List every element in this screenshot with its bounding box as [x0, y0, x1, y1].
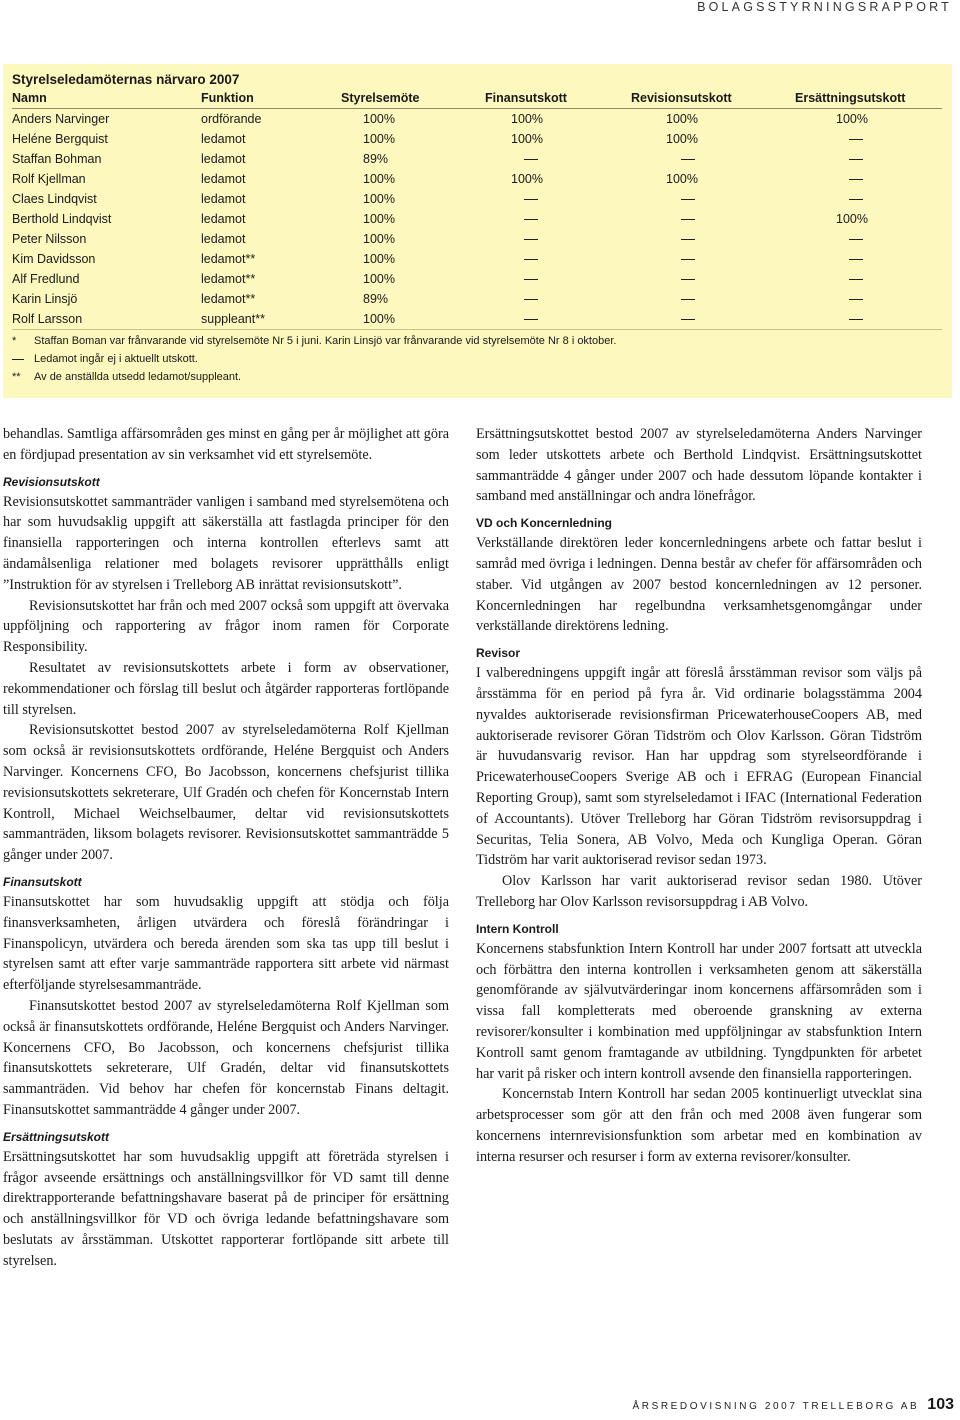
- member-name: Anders Narvinger: [12, 112, 110, 126]
- dash-mark: [681, 259, 695, 260]
- section-heading: Revisor: [476, 646, 521, 661]
- member-name: Alf Fredlund: [12, 272, 80, 286]
- dash-mark: [524, 319, 538, 320]
- attendance-value: 100%: [511, 132, 543, 146]
- dash-mark: [681, 279, 695, 280]
- member-name: Heléne Bergquist: [12, 132, 108, 146]
- body-paragraph: Ersättningsutskottet har som huvudsaklig uppgift att företräda styrelsen i frågor avseende ersättnings och anställningsvillkor för VD samt till denne direktrapporterande befattningshavare baserat på de principer för ersättning och anställningsvillkor för VD och övriga ledande befattningshavare som beslutats av årsstämman. Utskottet rapporterar fortlöpande sitt arbete till styrelsen.: [3, 1148, 449, 1269]
- dash-cell: [524, 211, 538, 227]
- page-number: 103: [927, 1396, 954, 1413]
- body-paragraph: Finansutskottet har som huvudsaklig uppgift att stödja och följa finansverksamheten, årligen utvärdera och föreslå förändringar i Finanspolicyn, utvärdera och bereda ärenden som ska tas upp till beslut i styrelsen samt att efter varje sammanträde rapportera sitt arbete vid närmast efterföljande styrelsesammanträde.: [3, 893, 449, 994]
- table-title: Styrelseledamöternas närvaro 2007: [12, 72, 240, 87]
- footnote-1: * Staffan Boman var frånvarande vid styrelsemöte Nr 5 i juni. Karin Linsjö var frånvarande vid styrelsemöte Nr 8 i oktober.: [12, 335, 617, 347]
- dash-mark: [681, 239, 695, 240]
- member-name: Staffan Bohman: [12, 152, 102, 166]
- member-name: Peter Nilsson: [12, 232, 87, 246]
- dash-cell: [681, 191, 695, 207]
- dash-mark: [849, 159, 863, 160]
- member-name: Kim Davidsson: [12, 252, 96, 266]
- member-role: ledamot: [201, 192, 246, 206]
- dash-mark: [524, 279, 538, 280]
- header-rule: [12, 108, 942, 109]
- page-footer: [632, 1396, 954, 1414]
- body-paragraph: Olov Karlsson har varit auktoriserad revisor sedan 1980. Utöver Trelleborg har Olov Karlsson revisorsuppdrag i AB Volvo.: [476, 873, 922, 910]
- body-paragraph: Revisionsutskottet har från och med 2007 också som uppgift att övervaka uppföljning och rapportering av frågor inom ramen för Corporate Responsibility.: [3, 597, 449, 656]
- dash-mark: [681, 199, 695, 200]
- dash-cell: [681, 291, 695, 307]
- dash-cell: [524, 271, 538, 287]
- dash-cell: [849, 151, 863, 167]
- dash-cell: [681, 231, 695, 247]
- body-paragraph: Revisionsutskottet sammanträder vanligen i samband med styrelsemötena och har som huvudsaklig uppgift att säkerställa att fastlagda principer för den finansiella rapporteringen och interna kontrollen efterlevs samt att ändamålsenliga relationer med bolagets revisorer upprätthålls enligt ”Instruktion för av styrelsen i Trelleborg AB inrättat revisionsutskott”.: [3, 493, 449, 593]
- dash-mark: [681, 219, 695, 220]
- footer-text: ÅRSREDOVISNING 2007 TRELLEBORG AB: [632, 1401, 920, 1412]
- dash-cell: [849, 271, 863, 287]
- header-namn: Namn: [12, 91, 47, 105]
- attendance-value: 100%: [511, 112, 543, 126]
- section-heading: Finansutskott: [3, 874, 82, 889]
- attendance-value: 100%: [836, 212, 868, 226]
- member-name: Berthold Lindqvist: [12, 212, 112, 226]
- body-paragraph: Verkställande direktören leder koncernledningens arbete och fattar beslut i samråd med övriga i ledningen. Denna består av chefer för affärsområden och staber. Vid utgången av 2007 bestod koncernledningen av 12 personer. Koncernledningen har regelbundna verksamhetsgenomgångar under verkställande direktörens ledning.: [476, 535, 922, 635]
- dash-cell: [681, 211, 695, 227]
- running-head: BOLAGSSTYRNINGSRAPPORT: [697, 0, 952, 14]
- dash-mark: [849, 139, 863, 140]
- dash-cell: [849, 231, 863, 247]
- member-name: Rolf Kjellman: [12, 172, 86, 186]
- dash-mark: [524, 159, 538, 160]
- dash-mark: [524, 239, 538, 240]
- header-finansutskott: Finansutskott: [485, 91, 567, 105]
- body-paragraph: behandlas. Samtliga affärsområden ges minst en gång per år möjlighet att göra en fördjupad presentation av sin verksamhet vid ett styrelsemöte.: [3, 426, 449, 463]
- dash-mark: [524, 199, 538, 200]
- dash-mark: [681, 159, 695, 160]
- attendance-table: [3, 64, 952, 398]
- attendance-value: 89%: [363, 152, 389, 166]
- header-ersattningsutskott: Ersättningsutskott: [795, 91, 906, 105]
- body-paragraph: Ersättningsutskottet bestod 2007 av styrelseledamöterna Anders Narvinger som leder utskottets arbete och Berthold Lindqvist. Ersättningsutskottet sammanträdde 4 gånger under 2007 och hade dessutom löpande kontakter i samband med anställningar och andra lönefrågor.: [476, 426, 922, 505]
- dash-mark: [681, 299, 695, 300]
- attendance-value: 100%: [363, 112, 395, 126]
- dash-cell: [524, 231, 538, 247]
- member-role: ledamot: [201, 172, 246, 186]
- member-name: Karin Linsjö: [12, 292, 78, 306]
- attendance-value: 100%: [363, 232, 395, 246]
- section-heading: VD och Koncernledning: [476, 516, 613, 531]
- dash-cell: [849, 291, 863, 307]
- dash-cell: [849, 171, 863, 187]
- attendance-value: 100%: [836, 112, 868, 126]
- dash-mark: [849, 299, 863, 300]
- dash-cell: [524, 311, 538, 327]
- header-funktion: Funktion: [201, 91, 254, 105]
- header-styrelsemote: Styrelsemöte: [341, 91, 420, 105]
- dash-mark: [849, 179, 863, 180]
- member-role: ledamot**: [201, 272, 256, 286]
- footnote-rule: [12, 329, 942, 330]
- attendance-value: 89%: [363, 292, 389, 306]
- dash-cell: [524, 251, 538, 267]
- dash-cell: [681, 271, 695, 287]
- dash-mark: [12, 359, 24, 360]
- attendance-value: 100%: [363, 252, 395, 266]
- header-revisionsutskott: Revisionsutskott: [631, 91, 732, 105]
- section-heading: Intern Kontroll: [476, 921, 559, 936]
- member-role: ledamot: [201, 132, 246, 146]
- dash-mark: [849, 199, 863, 200]
- attendance-value: 100%: [666, 172, 698, 186]
- member-name: Rolf Larsson: [12, 312, 83, 326]
- member-role: ledamot: [201, 152, 246, 166]
- attendance-value: 100%: [363, 272, 395, 286]
- left-column: [3, 424, 449, 1271]
- dash-cell: [524, 151, 538, 167]
- body-paragraph: Koncernens stabsfunktion Intern Kontroll har under 2007 fortsatt att utveckla och förbättra den interna kontrollen i verksamheten genom att säkerställa genomförande av självutvärderingar inom koncernens affärsområden som i vissa fall kompletterats med oberoende granskning av externa revisorer/konsulter i kombination med uppföljningar av stabsfunktion Intern Kontroll samt genom framtagande av utbildning. Tyngdpunkten för arbetet har varit på risker och intern kontroll avsende den finansiella rapporteringen.: [476, 940, 922, 1082]
- dash-cell: [849, 251, 863, 267]
- footnote-3: ** Av de anställda utsedd ledamot/suppleant.: [12, 371, 242, 383]
- dash-cell: [681, 251, 695, 267]
- attendance-value: 100%: [666, 132, 698, 146]
- attendance-value: 100%: [666, 112, 698, 126]
- attendance-value: 100%: [363, 192, 395, 206]
- body-paragraph: Koncernstab Intern Kontroll har sedan 2005 kontinuerligt utvecklat sina arbetsprocesser som gör att den från och med 2008 även fungerar som koncernens internrevisionsfunktion som arbetar med en kombination av interna resurser och resurser i form av externa revisorer/konsulter.: [476, 1086, 922, 1165]
- body-paragraph: Finansutskottet bestod 2007 av styrelseledamöterna Rolf Kjellman som också är finansutskottets ordförande, Heléne Bergquist och Anders Narvinger. Koncernens CFO, Bo Jacobsson, och koncernens chefsjurist tillika finansutskottets sekreterare, Ulf Gradén, deltar vid finansutskottets sammanträden. Vid behov har chefen för koncernstab Finans deltagit. Finansutskottet sammanträdde 4 gånger under 2007.: [3, 997, 449, 1118]
- section-heading: Revisionsutskott: [3, 474, 100, 489]
- member-role: ordförande: [201, 112, 262, 126]
- member-role: ledamot**: [201, 252, 256, 266]
- dash-mark: [849, 279, 863, 280]
- attendance-value: 100%: [363, 132, 395, 146]
- dash-mark: [849, 239, 863, 240]
- dash-cell: [524, 191, 538, 207]
- member-role: ledamot: [201, 212, 246, 226]
- member-name: Claes Lindqvist: [12, 192, 97, 206]
- body-paragraph: Resultatet av revisionsutskottets arbete i form av observationer, rekommendationer och förslag till beslut och åtgärder rapporteras fortlöpande till styrelsen.: [3, 659, 449, 718]
- dash-cell: [524, 291, 538, 307]
- footnote-2: Ledamot ingår ej i aktuellt utskott.: [12, 352, 198, 366]
- member-role: ledamot**: [201, 292, 256, 306]
- attendance-value: 100%: [363, 312, 395, 326]
- attendance-value: 100%: [363, 212, 395, 226]
- dash-mark: [849, 319, 863, 320]
- dash-mark: [849, 259, 863, 260]
- dash-cell: [849, 191, 863, 207]
- section-heading: Ersättningsutskott: [3, 1129, 110, 1144]
- dash-mark: [524, 299, 538, 300]
- dash-mark: [524, 259, 538, 260]
- dash-cell: [681, 151, 695, 167]
- right-column: [476, 424, 922, 1168]
- body-paragraph: Revisionsutskottet bestod 2007 av styrelseledamöterna Rolf Kjellman som också är revisionsutskottets ordförande, Heléne Bergquist och Anders Narvinger. Koncernens CFO, Bo Jacobsson, koncernens chefsjurist tillika revisionsutskottets sekreterare, Ulf Gradén och chefen för Koncernstab Intern Kontroll, Michael Weichselbaumer, deltar vid revisionsutskottets sammanträden, liksom bolagets revisorer. Revisionsutskottet sammanträdde 5 gånger under 2007.: [3, 722, 449, 864]
- member-role: ledamot: [201, 232, 246, 246]
- dash-mark: [524, 219, 538, 220]
- dash-cell: [681, 311, 695, 327]
- dash-mark: [681, 319, 695, 320]
- dash-cell: [849, 131, 863, 147]
- member-role: suppleant**: [201, 312, 265, 326]
- dash-cell: [849, 311, 863, 327]
- attendance-value: 100%: [511, 172, 543, 186]
- attendance-value: 100%: [363, 172, 395, 186]
- body-paragraph: I valberedningens uppgift ingår att föreslå årsstämman revisor som väljs på årsstämma för en period på fyra år. Vid ordinarie bolagsstämma 2004 nyvaldes auktoriserade revisionsfirman PricewaterhouseCoopers AB, med auktoriserade revisorer Göran Tidström och Olov Karlsson. Göran Tidström är huvudansvarig revisor. Han har uppdrag som styrelseordförande i PricewaterhouseCoopers Sverige AB och i EFRAG (European Financial Reporting Group), samt som styrelseledamot i IFAC (International Federation of Accountants). Utöver Trelleborg har Göran Tidström revisorsuppdrag i Securitas, Telia Sonera, AB Volvo, Meda och Kungliga Operan. Göran Tidström har varit auktoriserad revisor sedan 1973.: [476, 665, 922, 869]
